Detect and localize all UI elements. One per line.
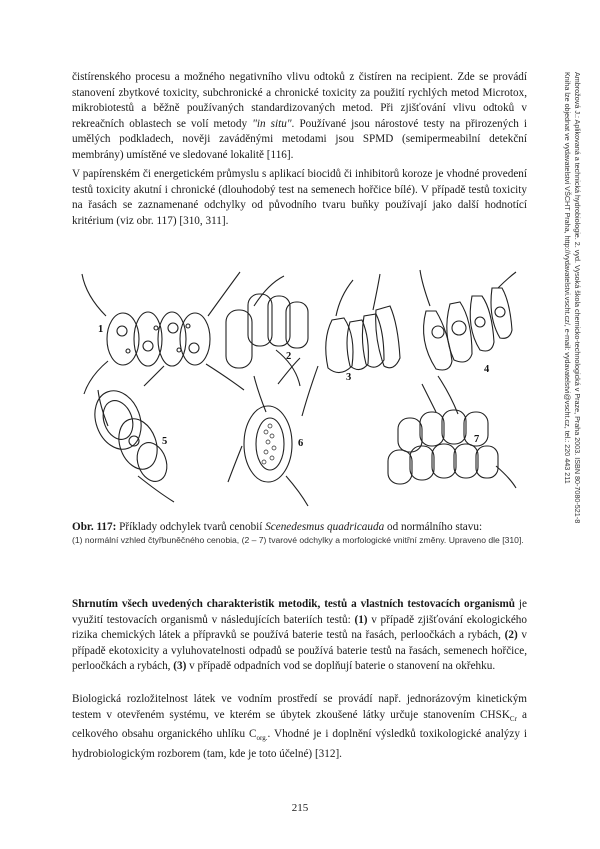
algae-figure	[78, 266, 518, 512]
figure-label-7: 7	[474, 434, 480, 445]
figure-label-3: 3	[346, 372, 352, 383]
citation-line-1: Ambrožová J.: Aplikovaná a technická hydrobiologie. 2. vyd. Vysoká škola chemicko-technologická v Praze, Praha 2003. ISBN 80-7080-521-8	[573, 72, 582, 524]
coenobium-1-drawing	[82, 272, 244, 394]
figure-label-1: 1	[98, 324, 104, 335]
coenobium-6-drawing	[228, 358, 308, 506]
coenobium-2-drawing	[226, 276, 308, 386]
citation-line-2: Kniha lze objednat ve vydavatelství VŠCHT Praha, http://vydavatelstvi.vscht.cz/, e-mail: vydavatelstvi@vscht.cz, tel.: 220 443 211	[563, 72, 572, 484]
figure-label-5: 5	[162, 436, 168, 447]
caption-detail: (1) normální vzhled čtyřbuněčného cenobia, (2 – 7) tvarové odchylky a morfologické vnitřní změny. Upraveno dle [310].	[72, 535, 524, 545]
page-number: 215	[291, 802, 309, 814]
paragraph-summary: Shrnutím všech uvedených charakteristik metodik, testů a vlastních testovacích organismů je využití testovacích organismů v následujících bateriích testů: (1) v případě zjišťování ekologického rizika chemických látek a přípravků se používá baterie testů na řasách, perloočkách a rybách, (2) v případě ekotoxicity a vyluhovatelnosti odpadů se používá baterie testů na řasách, semenech hořčice, perloočkách a rybách, (3) v případě odpadních vod se doplňují baterie o stanovení na okřehku.	[72, 598, 527, 672]
coenobium-5-drawing	[87, 366, 174, 502]
paragraph-paper-industry: V papírenském či energetickém průmyslu s aplikací biocidů či inhibitorů koroze je vhodné provedení testů toxicity akutní i chronické (dlouhodobý test na semenech hořčice bílé). V případě testů toxicity na řasách se zaznamenané odchylky od původního tvaru buňky používají jako další hodnotící kritérium (viz obr. 117) [310, 311].	[72, 168, 527, 227]
coenobium-3-drawing	[302, 274, 400, 416]
caption-title: Obr. 117: Příklady odchylek tvarů cenobií Scenedesmus quadricauda od normálního stavu:	[72, 521, 483, 533]
paragraph-wastewater: čistírenského procesu a možného negativního vlivu odtoků z čistíren na recipient. Zde se provádí stanovení zbytkové toxicity, subchronické a chronické toxicity za použití rychlých metod Microtox, mikrobiotestů a běžně používaných standardizovaných metod. Při zjišťování vlivu odtoků v rekreačních oblastech se volí metody "in situ". Používané jsou nárostové testy na přirozených i umělých podkladech, nověji zaváděnými metodami jsou SPMD (semipermeabilní detekční membrány) umístěné ve sledované lokalitě [116].	[72, 71, 527, 161]
figure-label-2: 2	[286, 351, 292, 362]
coenobium-4-drawing	[420, 270, 516, 414]
paragraph-biodegradability: Biologická rozložitelnost látek ve vodním prostředí se provádí např. jednorázovým kinetickým testem v otevřeném systému, ve kterém se úbytek zkoušené látky určuje stanovením $CHSK_{Cr}$ a celkového obsahu organického uhlíku $C_{org.}$. Vhodné je i doplnění výsledků toxikologické analýzy i hydrobiologickým rozborem (tam, kde je toto účelné) [312].	[72, 693, 528, 760]
figure-label-4: 4	[484, 364, 490, 375]
figure-label-6: 6	[298, 438, 304, 449]
figure-caption	[72, 520, 527, 546]
citation-sidenote	[562, 72, 582, 762]
